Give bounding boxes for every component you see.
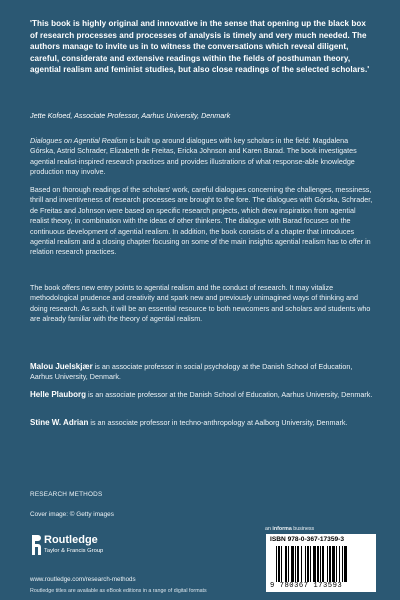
author-name: Malou Juelskjær [30,362,93,371]
endorsement-attribution: Jette Kofoed, Associate Professor, Aarhus University, Denmark [30,111,231,120]
informa-business-tag: an informa business [265,526,315,532]
isbn-barcode [266,534,376,592]
barcode-number: 9 780367 173593 [270,582,343,590]
description-paragraph-1 [30,136,375,178]
author-name: Helle Plauborg [30,390,87,399]
subject-category: RESEARCH METHODS [30,491,103,498]
author-bio-text: is an associate professor in social psychology at the Danish School of Education, Aarhus University, Denmark. [30,362,353,382]
publisher-url[interactable]: www.routledge.com/research-methods [30,576,136,583]
author-bio-3 [30,418,375,428]
publisher-group: Taylor & Francis Group [44,548,104,554]
barcode-icon [276,546,368,582]
ebook-note: Routledge titles are available as eBook editions in a range of digital formats [30,588,207,594]
author-bio-2 [30,390,375,400]
author-name: Stine W. Adrian [30,418,89,427]
book-title-inline: Dialogues on Agential Realism [30,136,128,145]
isbn-label: ISBN 978-0-367-17359-3 [270,536,345,543]
routledge-mark-icon [30,533,42,557]
author-bio-1 [30,362,375,383]
publisher-name: Routledge [44,534,98,546]
publisher-logo [30,533,190,569]
description-paragraph-2: Based on thorough readings of the scholars' work, careful dialogues concerning the challenges, messiness, thrill and inventiveness of research processes are brought to the fore. The dialogues with Górska, Schrader, de Freitas and Johnson were based on specific research projects, which drew inspiration from agential realist theory, in combination with the ideas of other thinkers. The dialogue with Barad focuses on the continuous development of agential realism. In addition, the book consists of a chapter that introduces agential realism and a closing chapter focusing on some of the main insights agential realism has to offer in relation research practices. [30,185,373,257]
author-bio-text: is an associate professor at the Danish School of Education, Aarhus University, Denmark. [86,390,373,399]
cover-image-credit: Cover image: © Getty images [30,511,114,518]
description-paragraph-1-text: is built up around dialogues with key scholars in the field: Magdalena Górska, Astrid Schrader, Elizabeth de Freitas, Ericka Johnson and Karen Barad. The book investigates agential realist-inspired research practices and provides illustrations of what response-able knowledge production may involve. [30,136,357,177]
description-paragraph-3: The book offers new entry points to agential realism and the conduct of research. It may vitalize methodological prudence and creativity and spark new and previously unimagined ways of thinking and doing research. As such, it will be an essential resource to both newcomers and scholars and students who are already familiar with the theory of agential realism. [30,283,371,324]
endorsement-quote: 'This book is highly original and innovative in the sense that opening up the black box of research processes and processes of analysis is timely and very much needed. The authors manage to invite us in to witness the conversations which reveal diligent, careful, considerate and extensive readings within the fields of posthuman theory, agential realism and feminist studies, but also close readings of the selected scholars.' [30,19,370,75]
author-bio-text: is an associate professor in techno-anthropology at Aalborg University, Denmark. [88,418,348,427]
